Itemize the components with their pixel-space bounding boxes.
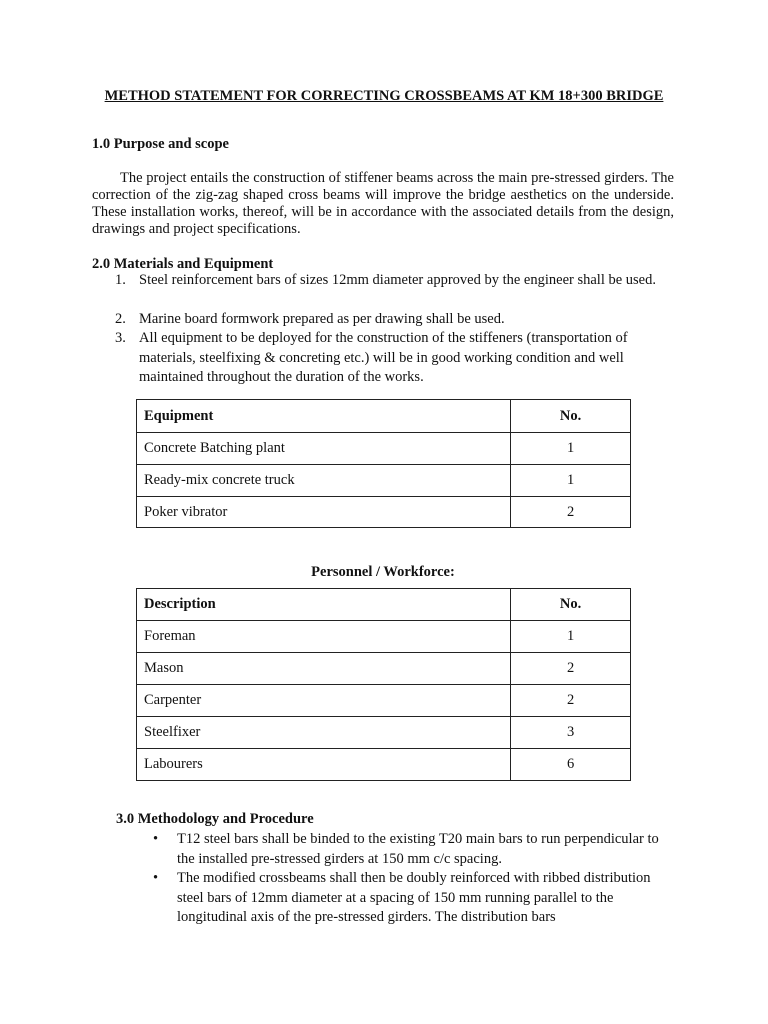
table-cell: Foreman [137, 621, 511, 653]
table-row [137, 497, 631, 528]
table-cell: 6 [511, 749, 631, 781]
table-cell: 2 [511, 497, 631, 528]
table-cell: 3 [511, 717, 631, 749]
table-cell: 1 [511, 433, 631, 465]
table-cell: 1 [511, 621, 631, 653]
list-item [115, 310, 665, 330]
table-header-cell: Description [137, 589, 511, 621]
table-cell: Poker vibrator [137, 497, 511, 528]
table-cell: Carpenter [137, 685, 511, 717]
list-item [153, 869, 683, 949]
section-2-heading: 2.0 Materials and Equipment [92, 256, 274, 272]
table-row [137, 749, 631, 781]
list-item [153, 830, 683, 870]
list-text: Steel reinforcement bars of sizes 12mm diameter approved by the engineer shall be used. [139, 272, 656, 288]
section-1-paragraph: The project entails the construction of stiffener beams across the main pre-stressed girders. The correction of the zig-zag shaped cross beams will improve the bridge aesthetics on the underside. These installation works, thereof, will be in accordance with the associated details from the design, drawings and project specifications. [92, 170, 674, 237]
table-header-cell: No. [511, 400, 631, 433]
list-item [115, 271, 665, 311]
list-item [115, 329, 665, 389]
list-number: 3. [115, 330, 126, 346]
table-row [137, 685, 631, 717]
table-cell: 2 [511, 685, 631, 717]
list-text: T12 steel bars shall be binded to the existing T20 main bars to run perpendicular to the installed pre-stressed girders at 150 mm c/c spacing. [177, 831, 659, 867]
section-1-heading: 1.0 Purpose and scope [92, 136, 229, 152]
list-number: 2. [115, 311, 126, 327]
document-title: METHOD STATEMENT FOR CORRECTING CROSSBEAMS AT KM 18+300 BRIDGE [104, 88, 664, 104]
table-header-row [137, 589, 631, 621]
table-cell: 2 [511, 653, 631, 685]
table-row [137, 465, 631, 497]
table-header-cell: No. [511, 589, 631, 621]
table-row [137, 433, 631, 465]
table-cell: Labourers [137, 749, 511, 781]
personnel-heading: Personnel / Workforce: [311, 564, 455, 580]
table-cell: Mason [137, 653, 511, 685]
table-header-row [137, 400, 631, 433]
list-text: All equipment to be deployed for the construction of the stiffeners (transportation of materials, steelfixing & concreting etc.) will be in good working condition and well maintained throughout the duration of the works. [139, 330, 628, 385]
table-row [137, 621, 631, 653]
personnel-table [136, 588, 631, 781]
bullet-icon: • [153, 831, 159, 847]
list-number: 1. [115, 272, 126, 288]
table-cell: Steelfixer [137, 717, 511, 749]
table-row [137, 717, 631, 749]
table-row [137, 653, 631, 685]
list-text: Marine board formwork prepared as per drawing shall be used. [139, 311, 505, 327]
table-cell: Concrete Batching plant [137, 433, 511, 465]
equipment-table [136, 399, 631, 528]
section-3-heading: 3.0 Methodology and Procedure [116, 811, 314, 827]
table-cell: Ready-mix concrete truck [137, 465, 511, 497]
bullet-icon: • [153, 870, 159, 886]
table-cell: 1 [511, 465, 631, 497]
table-header-cell: Equipment [137, 400, 511, 433]
list-text: The modified crossbeams shall then be doubly reinforced with ribbed distribution steel bars of 12mm diameter at a spacing of 150 mm running parallel to the longitudinal axis of the pre-stressed girders. The distribution bars [177, 870, 651, 925]
